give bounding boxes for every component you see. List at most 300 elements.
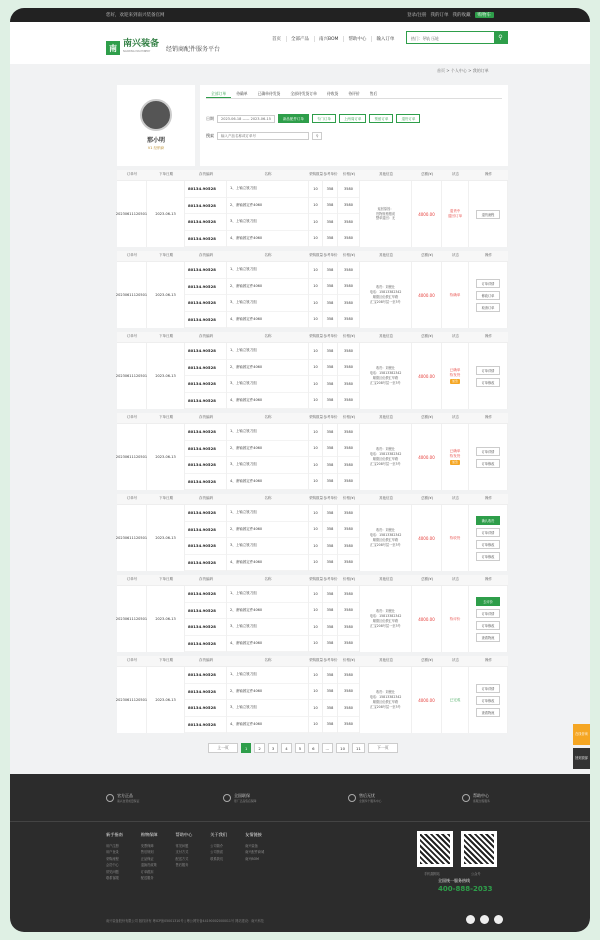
order-number[interactable]: 20230611120501 bbox=[117, 667, 147, 733]
quantity: 10 bbox=[309, 700, 322, 717]
unit-price: 358 bbox=[323, 555, 337, 572]
footer-link[interactable]: 公司资质 bbox=[210, 850, 224, 854]
order-search-input[interactable]: 输入产品名称或订单号 bbox=[217, 132, 309, 140]
qr-label-site: 手机端网站 bbox=[424, 872, 440, 876]
filter-reserved-button[interactable]: 预留订单 bbox=[369, 114, 393, 123]
other-info-text: 收货：刘俊仕 电话：15813382342 顺德区伦教汇华路 汇宝208号层一至3号 bbox=[369, 690, 402, 709]
column-other-info: 其他信息 bbox=[379, 496, 393, 501]
quantity: 10 bbox=[309, 279, 322, 296]
sku-code-column bbox=[185, 262, 227, 328]
price: 3580 bbox=[338, 198, 359, 215]
unit-price: 358 bbox=[323, 538, 337, 555]
order-table-header bbox=[117, 494, 508, 505]
badge-icon bbox=[106, 794, 114, 802]
price-column bbox=[338, 505, 360, 571]
item-name: 1、上轴立铣刀组 bbox=[227, 424, 308, 441]
order-action-button[interactable]: 订单修改 bbox=[476, 378, 500, 387]
order-body bbox=[117, 667, 508, 733]
sku-code: 80134.90528 bbox=[185, 262, 226, 279]
quantity: 10 bbox=[309, 586, 322, 603]
page-5[interactable]: 5 bbox=[295, 743, 305, 753]
price: 3580 bbox=[338, 717, 359, 734]
order-card bbox=[117, 170, 508, 247]
hotline bbox=[438, 878, 493, 893]
filter-special-button[interactable]: 专门订单 bbox=[312, 114, 336, 123]
column-actions: 操作 bbox=[485, 334, 492, 339]
quantity: 10 bbox=[309, 603, 322, 620]
page-10[interactable]: 10 bbox=[336, 743, 349, 753]
order-action-button[interactable]: 订单详情 bbox=[476, 609, 500, 618]
price: 3580 bbox=[338, 538, 359, 555]
column-actions: 操作 bbox=[485, 658, 492, 663]
order-date: 2023-06-13 bbox=[147, 586, 185, 652]
unit-price: 358 bbox=[323, 181, 337, 198]
page-11[interactable]: 11 bbox=[352, 743, 365, 753]
search-icon[interactable]: ⚲ bbox=[494, 32, 507, 43]
tab-pending-confirm[interactable]: 待确单 bbox=[236, 91, 248, 96]
qr-label-wechat: 公众号 bbox=[471, 872, 481, 876]
price: 3580 bbox=[338, 667, 359, 684]
quantity: 10 bbox=[309, 522, 322, 539]
footer-link[interactable]: 退换货政策 bbox=[140, 863, 157, 867]
other-info bbox=[360, 181, 412, 247]
order-date: 2023-06-13 bbox=[147, 343, 185, 409]
status-badge: 加急 bbox=[451, 379, 458, 383]
order-status bbox=[442, 424, 469, 490]
order-action-button[interactable]: 去评价 bbox=[476, 597, 500, 606]
order-card bbox=[117, 413, 508, 490]
quantity: 10 bbox=[309, 555, 322, 572]
order-action-button[interactable]: 退货流程 bbox=[476, 210, 500, 219]
unit-price-column bbox=[323, 343, 338, 409]
unit-price: 358 bbox=[323, 700, 337, 717]
sku-code: 80134.90528 bbox=[185, 667, 226, 684]
order-total: 4000.00 bbox=[412, 667, 442, 733]
order-card bbox=[117, 494, 508, 571]
footer-column bbox=[141, 832, 158, 882]
column-actions: 操作 bbox=[485, 496, 492, 501]
column-actions: 操作 bbox=[485, 253, 492, 258]
column-order-no: 订单号 bbox=[126, 658, 138, 663]
quantity: 10 bbox=[309, 376, 322, 393]
price: 3580 bbox=[338, 700, 359, 717]
column-total: 总额(¥) bbox=[421, 172, 433, 177]
sku-code: 80134.90528 bbox=[185, 295, 226, 312]
footer-link[interactable]: 订单跟踪 bbox=[140, 869, 154, 874]
column-quantity: 采购数量 bbox=[309, 172, 323, 177]
column-price: 价格(¥) bbox=[343, 172, 355, 177]
column-status: 状态 bbox=[452, 334, 459, 339]
column-order-no: 订单号 bbox=[126, 334, 138, 339]
quantity: 10 bbox=[309, 343, 322, 360]
profile-card bbox=[117, 85, 195, 166]
price: 3580 bbox=[338, 603, 359, 620]
nav-products[interactable]: 全部产品 bbox=[286, 36, 313, 42]
next-page-button[interactable]: 下一页 bbox=[368, 743, 398, 753]
footer-column bbox=[245, 832, 264, 882]
feature-warranty: 全国联保 原厂正品售后保障 bbox=[223, 793, 256, 803]
order-action-button[interactable]: 订单修改 bbox=[476, 696, 500, 705]
price-column bbox=[338, 181, 360, 247]
status-text: 待收货 bbox=[449, 535, 461, 540]
column-order-date: 下单日期 bbox=[159, 658, 173, 663]
page-4[interactable]: 4 bbox=[281, 743, 291, 753]
unit-price: 358 bbox=[323, 586, 337, 603]
sku-code: 80134.90528 bbox=[185, 700, 226, 717]
quantity: 10 bbox=[309, 181, 322, 198]
main-nav bbox=[268, 36, 398, 42]
shield-icon bbox=[223, 794, 231, 802]
column-status: 状态 bbox=[452, 415, 459, 420]
status-text: 待发货 bbox=[449, 373, 461, 377]
order-action-button[interactable]: 查看物流 bbox=[476, 633, 500, 642]
tab-confirmed[interactable]: 已确单待发货 bbox=[257, 91, 281, 96]
price: 3580 bbox=[338, 441, 359, 458]
order-actions bbox=[469, 181, 508, 247]
page-6[interactable]: 6 bbox=[308, 743, 318, 753]
search-label: 搜索 bbox=[206, 133, 214, 138]
sku-code: 80134.90528 bbox=[185, 474, 226, 491]
nav-help[interactable]: 帮助中心 bbox=[343, 36, 370, 42]
order-status bbox=[442, 343, 469, 409]
order-table-header bbox=[117, 413, 508, 424]
order-action-button[interactable]: 订单详情 bbox=[476, 684, 500, 693]
column-unit-price: 参考单价 bbox=[323, 172, 338, 177]
order-action-button[interactable]: 订单修改 bbox=[476, 459, 500, 468]
item-name: 3、上轴立铣刀组 bbox=[227, 457, 308, 474]
filter-returns-button[interactable]: 退货订单 bbox=[396, 114, 420, 123]
search-input[interactable] bbox=[406, 31, 508, 44]
unit-price: 358 bbox=[323, 474, 337, 491]
sku-code: 80134.90528 bbox=[185, 214, 226, 231]
footer-link[interactable]: 南兴配件商城 bbox=[245, 850, 265, 854]
status-text: 已确单 bbox=[449, 368, 461, 372]
footer-link[interactable]: 支付方式 bbox=[175, 850, 189, 854]
quantity: 10 bbox=[309, 619, 322, 636]
order-action-button[interactable]: 订单详情 bbox=[476, 447, 500, 456]
column-actions: 操作 bbox=[485, 172, 492, 177]
order-action-button[interactable]: 订单修改 bbox=[476, 540, 500, 549]
unit-price: 358 bbox=[323, 360, 337, 377]
sku-code: 80134.90528 bbox=[185, 393, 226, 410]
order-card bbox=[117, 656, 508, 733]
column-status: 状态 bbox=[452, 658, 459, 663]
column-quantity: 采购数量 bbox=[309, 658, 323, 663]
order-action-button[interactable]: 订单修改 bbox=[476, 552, 500, 561]
unit-price: 358 bbox=[323, 505, 337, 522]
footer-link[interactable]: 常见问题 bbox=[175, 843, 189, 848]
unit-price: 358 bbox=[323, 295, 337, 312]
search-icon[interactable]: ⚲ bbox=[312, 132, 322, 140]
unit-price: 358 bbox=[323, 684, 337, 701]
mobile-site-qr bbox=[417, 831, 453, 867]
column-total: 总额(¥) bbox=[421, 496, 433, 501]
filter-two-weeks-button[interactable]: 上两周订单 bbox=[339, 114, 367, 123]
brand-name: 南兴装备 bbox=[123, 39, 160, 49]
search-filter-row bbox=[206, 132, 322, 140]
order-action-button[interactable]: 确认收货 bbox=[476, 516, 500, 525]
order-status bbox=[442, 262, 469, 328]
column-other-info: 其他信息 bbox=[379, 334, 393, 339]
status-text: 退货中 bbox=[449, 209, 461, 213]
column-quantity: 采购数量 bbox=[309, 253, 323, 258]
unit-price-column bbox=[323, 505, 338, 571]
status-text: 待发货 bbox=[449, 454, 461, 458]
price-column bbox=[338, 262, 360, 328]
column-other-info: 其他信息 bbox=[379, 577, 393, 582]
column-order-no: 订单号 bbox=[126, 577, 138, 582]
unit-price: 358 bbox=[323, 619, 337, 636]
column-total: 总额(¥) bbox=[421, 334, 433, 339]
order-number[interactable]: 20230611120501 bbox=[117, 181, 147, 247]
column-order-date: 下单日期 bbox=[159, 415, 173, 420]
quantity: 10 bbox=[309, 667, 322, 684]
wechat-qr bbox=[461, 831, 497, 867]
orders-list bbox=[117, 170, 508, 737]
unit-price: 358 bbox=[323, 441, 337, 458]
item-name-column bbox=[227, 424, 309, 490]
order-action-button[interactable]: 取消订单 bbox=[476, 303, 500, 312]
footer-link[interactable]: 正品保证 bbox=[140, 856, 154, 861]
avatar[interactable] bbox=[140, 99, 172, 131]
footer-link[interactable]: 售后服务 bbox=[175, 863, 189, 867]
order-action-button[interactable]: 订单详情 bbox=[476, 279, 500, 288]
column-actions: 操作 bbox=[485, 577, 492, 582]
page-3[interactable]: 3 bbox=[268, 743, 278, 753]
order-card bbox=[117, 251, 508, 328]
unit-price-column bbox=[323, 262, 338, 328]
footer-link[interactable]: 联系我们 bbox=[210, 856, 224, 861]
column-status: 状态 bbox=[452, 172, 459, 177]
item-name: 2、滚轴固定件4060 bbox=[227, 522, 308, 539]
page-ellipsis: ... bbox=[322, 743, 334, 753]
column-unit-price: 参考单价 bbox=[323, 253, 338, 258]
pagination bbox=[208, 743, 398, 753]
order-number[interactable]: 20230611120501 bbox=[117, 505, 147, 571]
my-orders-link[interactable]: 我的订单 bbox=[430, 13, 449, 18]
qr-code-icon bbox=[420, 834, 450, 864]
tab-pending-ship[interactable]: 全部待发货订单 bbox=[290, 91, 317, 96]
column-other-info: 其他信息 bbox=[379, 253, 393, 258]
feature-after-sales: 售后无忧 全国多个服务中心 bbox=[348, 793, 381, 803]
price: 3580 bbox=[338, 360, 359, 377]
online-consult-button[interactable]: 在线咨询 bbox=[573, 724, 590, 745]
item-name: 2、滚轴固定件4060 bbox=[227, 684, 308, 701]
price: 3580 bbox=[338, 181, 359, 198]
item-name: 3、上轴立铣刀组 bbox=[227, 376, 308, 393]
user-name: 那小明 bbox=[146, 137, 165, 144]
sku-code: 80134.90528 bbox=[185, 312, 226, 329]
favorites-link[interactable]: 我的收藏 bbox=[452, 13, 471, 18]
column-unit-price: 参考单价 bbox=[323, 415, 338, 420]
footer-link[interactable]: 南兴装备 bbox=[245, 843, 258, 848]
footer-link[interactable]: 售后规则 bbox=[140, 850, 154, 854]
column-quantity: 采购数量 bbox=[309, 577, 323, 582]
price: 3580 bbox=[338, 279, 359, 296]
footer-link[interactable]: 配送方式 bbox=[175, 856, 189, 861]
date-filter-row bbox=[206, 114, 420, 123]
order-actions bbox=[469, 262, 508, 328]
footer-link[interactable]: 发票保障 bbox=[140, 843, 154, 848]
order-date: 2023-06-13 bbox=[147, 181, 185, 247]
prev-page-button[interactable]: 上一页 bbox=[208, 743, 238, 753]
order-body bbox=[117, 343, 508, 409]
weibo-icon[interactable] bbox=[466, 915, 475, 924]
order-action-button[interactable]: 修改订单 bbox=[476, 291, 500, 300]
quantity: 10 bbox=[309, 684, 322, 701]
page-frame bbox=[10, 8, 590, 932]
item-name-column bbox=[227, 505, 309, 571]
page-1[interactable]: 1 bbox=[241, 743, 251, 753]
order-number[interactable]: 20230611120501 bbox=[117, 424, 147, 490]
footer-link[interactable]: 用户注册 bbox=[106, 843, 119, 848]
status-text: 待确单 bbox=[449, 292, 461, 297]
order-table-header bbox=[117, 251, 508, 262]
price: 3580 bbox=[338, 231, 359, 248]
brand-en: NANXING MACHINERY bbox=[123, 50, 151, 53]
quantity: 10 bbox=[309, 424, 322, 441]
column-order-date: 下单日期 bbox=[159, 334, 173, 339]
qq-icon[interactable] bbox=[494, 915, 503, 924]
footer-link[interactable]: 公司简介 bbox=[210, 843, 224, 848]
hotline-number: 400-888-2033 bbox=[438, 885, 493, 893]
item-name: 2、滚轴固定件4060 bbox=[227, 360, 308, 377]
footer-link[interactable]: 南兴BOM bbox=[245, 856, 259, 861]
sku-code: 80134.90528 bbox=[185, 603, 226, 620]
back-to-top-button[interactable]: 回到顶部 bbox=[573, 748, 590, 769]
welcome-text: 您好，欢迎来到南兴装备官网 bbox=[106, 13, 165, 18]
column-sku-code: 存货编码 bbox=[199, 577, 213, 582]
footer-link[interactable]: 配送服务 bbox=[140, 876, 154, 880]
page-2[interactable]: 2 bbox=[254, 743, 264, 753]
tab-pending-receive[interactable]: 待收货 bbox=[326, 91, 339, 96]
tab-all-orders[interactable]: 全部订单 bbox=[206, 89, 231, 98]
logo[interactable] bbox=[106, 40, 220, 56]
quantity: 10 bbox=[309, 360, 322, 377]
order-table-header bbox=[117, 656, 508, 667]
footer-link[interactable]: 联系客服 bbox=[106, 876, 119, 880]
footer-column-title: 关于我们 bbox=[210, 832, 228, 837]
footer-link[interactable]: 会员中心 bbox=[106, 863, 119, 867]
price: 3580 bbox=[338, 457, 359, 474]
column-other-info: 其他信息 bbox=[379, 415, 393, 420]
date-range-field[interactable]: 2023-06-18 —— 2023-06-15 bbox=[217, 115, 275, 123]
column-other-info: 其他信息 bbox=[379, 658, 393, 663]
order-total: 4000.00 bbox=[412, 262, 442, 328]
price: 3580 bbox=[338, 343, 359, 360]
unit-price: 358 bbox=[323, 667, 337, 684]
wechat-icon[interactable] bbox=[480, 915, 489, 924]
column-item-name: 名称 bbox=[264, 496, 272, 501]
column-order-date: 下单日期 bbox=[159, 253, 173, 258]
unit-price: 358 bbox=[323, 393, 337, 410]
price: 3580 bbox=[338, 295, 359, 312]
item-name: 4、滚轴固定件4060 bbox=[227, 555, 308, 572]
footer-link[interactable]: 采购流程 bbox=[106, 856, 119, 861]
tab-after-sales[interactable]: 售后 bbox=[369, 91, 378, 96]
feature-help: 帮助中心 客服全程服务 bbox=[462, 793, 490, 803]
item-name: 3、上轴立铣刀组 bbox=[227, 700, 308, 717]
cart-button[interactable]: 购物车 bbox=[475, 12, 495, 18]
order-action-button[interactable]: 订单详情 bbox=[476, 366, 500, 375]
order-actions bbox=[469, 505, 508, 571]
other-info-text: 收货：刘俊仕 电话：15813382342 顺德区伦教汇华路 汇宝208号层一至3号 bbox=[369, 285, 402, 304]
item-name-column bbox=[227, 586, 309, 652]
footer-column-title: 新手指南 bbox=[106, 832, 123, 837]
price: 3580 bbox=[338, 312, 359, 329]
unit-price: 358 bbox=[323, 717, 337, 734]
nav-bom[interactable]: 南兴BOM bbox=[314, 36, 342, 42]
top-bar bbox=[10, 8, 590, 22]
item-name: 3、上轴立铣刀组 bbox=[227, 214, 308, 231]
order-number[interactable]: 20230611120501 bbox=[117, 262, 147, 328]
column-price: 价格(¥) bbox=[343, 496, 355, 501]
login-link[interactable]: 登录/注册 bbox=[406, 13, 427, 18]
sku-code: 80134.90528 bbox=[185, 279, 226, 296]
price: 3580 bbox=[338, 424, 359, 441]
order-action-button[interactable]: 查看物流 bbox=[476, 708, 500, 717]
column-item-name: 名称 bbox=[264, 658, 272, 663]
sku-code: 80134.90528 bbox=[185, 684, 226, 701]
sku-code: 80134.90528 bbox=[185, 538, 226, 555]
unit-price-column bbox=[323, 586, 338, 652]
item-name: 4、滚轴固定件4060 bbox=[227, 231, 308, 248]
tab-pending-review[interactable]: 待评价 bbox=[348, 91, 360, 96]
item-name: 2、滚轴固定件4060 bbox=[227, 603, 308, 620]
column-price: 价格(¥) bbox=[343, 658, 355, 663]
order-actions bbox=[469, 667, 508, 733]
footer-link[interactable]: 用户登录 bbox=[106, 850, 119, 854]
order-filters bbox=[200, 85, 508, 166]
price-column bbox=[338, 667, 360, 733]
price: 3580 bbox=[338, 376, 359, 393]
order-card bbox=[117, 332, 508, 409]
order-number[interactable]: 20230611120501 bbox=[117, 586, 147, 652]
footer-column bbox=[106, 832, 123, 882]
column-price: 价格(¥) bbox=[343, 577, 355, 582]
column-total: 总额(¥) bbox=[421, 253, 433, 258]
footer-link[interactable]: 常见问题 bbox=[106, 869, 119, 874]
column-sku-code: 存货编码 bbox=[199, 172, 213, 177]
nav-order-input[interactable]: 输入订单 bbox=[371, 36, 398, 42]
price: 3580 bbox=[338, 214, 359, 231]
qr-code-icon bbox=[464, 834, 494, 864]
status-text: 已完成 bbox=[449, 697, 461, 702]
column-quantity: 采购数量 bbox=[309, 415, 323, 420]
order-action-button[interactable]: 订单修改 bbox=[476, 621, 500, 630]
other-info-text: 收货：刘俊仕 电话：15813382342 顺德区伦教汇华路 汇宝208号层一至3号 bbox=[369, 609, 402, 628]
item-name: 2、滚轴固定件4060 bbox=[227, 198, 308, 215]
item-name-column bbox=[227, 262, 309, 328]
order-total: 4000.00 bbox=[412, 424, 442, 490]
filter-new-parts-button[interactable]: 新品配件订单 bbox=[278, 114, 309, 123]
unit-price: 358 bbox=[323, 376, 337, 393]
nav-home[interactable]: 首页 bbox=[272, 37, 281, 42]
footer-column-title: 友情链接 bbox=[245, 832, 262, 837]
order-action-button[interactable]: 订单详情 bbox=[476, 528, 500, 537]
item-name: 4、滚轴固定件4060 bbox=[227, 393, 308, 410]
order-total: 4000.00 bbox=[412, 586, 442, 652]
price: 3580 bbox=[338, 522, 359, 539]
status-badge: 加急 bbox=[451, 460, 458, 464]
column-total: 总额(¥) bbox=[421, 577, 433, 582]
unit-price: 358 bbox=[323, 262, 337, 279]
item-name: 1、上轴立铣刀组 bbox=[227, 262, 308, 279]
order-number[interactable]: 20230611120501 bbox=[117, 343, 147, 409]
order-tabs bbox=[206, 89, 502, 99]
sku-code: 80134.90528 bbox=[185, 717, 226, 734]
sku-code: 80134.90528 bbox=[185, 376, 226, 393]
